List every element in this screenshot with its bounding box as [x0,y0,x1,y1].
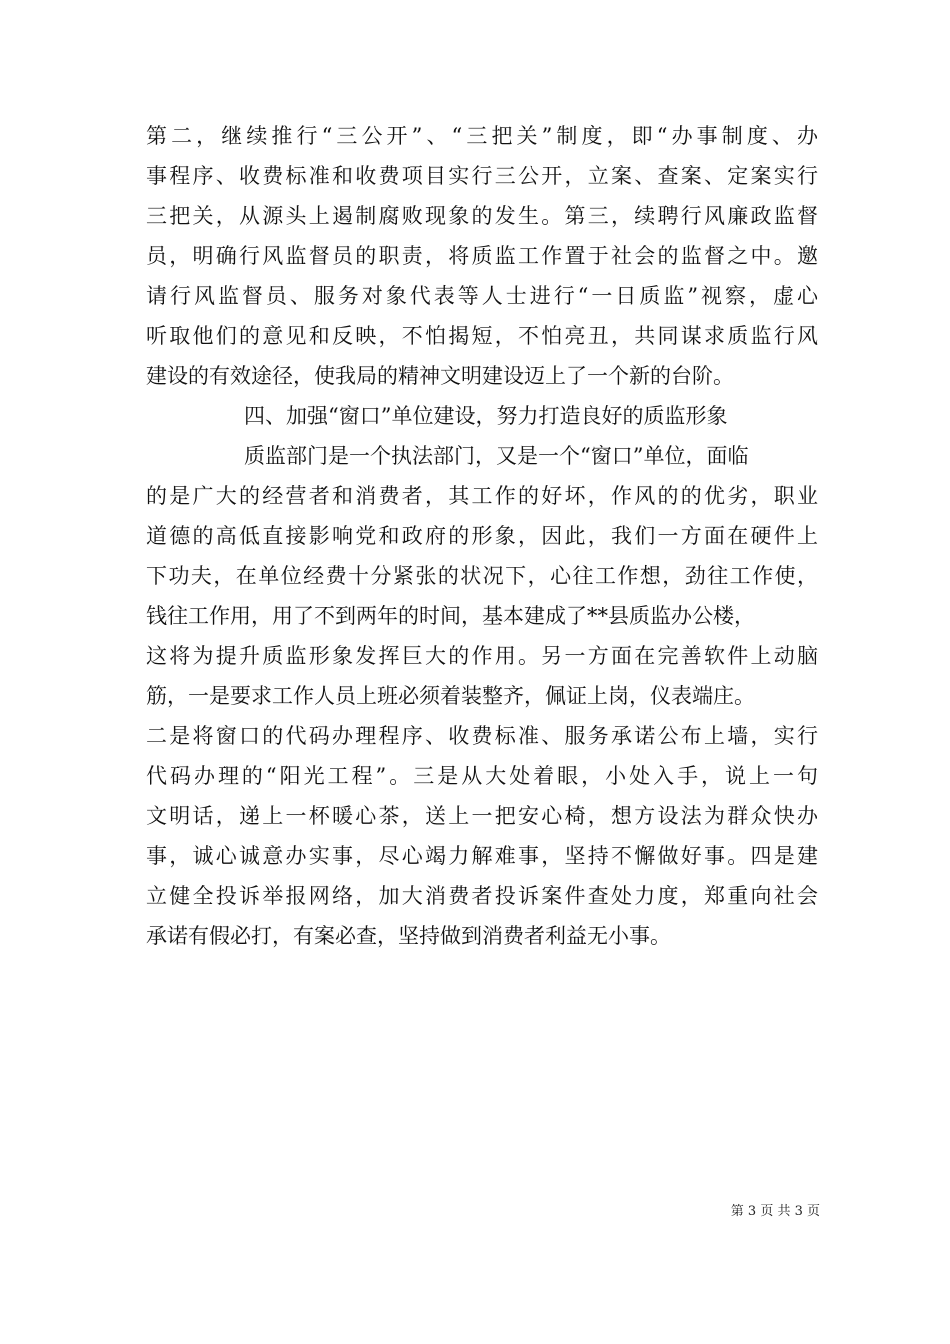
paragraph-line: 筋，一是要求工作人员上班必须着装整齐，佩证上岗，仪表端庄。 [146,684,755,708]
paragraph-line: 事，诚心诚意办实事，尽心竭力解难事，坚持不懈做好事。四是建 [146,844,818,868]
paragraph-line: 立健全投诉举报网络，加大消费者投诉案件查处力度，郑重向社会 [146,884,818,908]
text-line: 第二，继续推行“三公开”、“三把关”制度，即“办事制度、办 [146,124,818,148]
paragraph-line: 二是将窗口的代码办理程序、收费标准、服务承诺公布上墙，实行 [146,724,818,748]
text-line: 请行风监督员、服务对象代表等人士进行“一日质监”视察，虚心 [146,284,818,308]
document-body [146,116,818,956]
paragraph-line: 文明话，递上一杯暖心茶，送上一把安心椅，想方设法为群众快办 [146,804,818,828]
paragraph-line: 的是广大的经营者和消费者，其工作的好坏，作风的的优劣，职业 [146,484,818,508]
paragraph-line: 钱往工作用，用了不到两年的时间，基本建成了**县质监办公楼， [146,604,755,628]
paragraph-line: 下功夫，在单位经费十分紧张的状况下，心往工作想，劲往工作使， [146,564,818,588]
text-line: 建设的有效途径，使我局的精神文明建设迈上了一个新的台阶。 [146,364,734,388]
page-number: 第 3 页 共 3 页 [730,1204,820,1219]
paragraph-line: 道德的高低直接影响党和政府的形象，因此，我们一方面在硬件上 [146,524,818,548]
paragraph-line: 承诺有假必打，有案必查，坚持做到消费者利益无小事。 [146,924,671,948]
paragraph-line: 代码办理的“阳光工程”。三是从大处着眼，小处入手，说上一句 [146,764,818,788]
paragraph-line: 质监部门是一个执法部门，又是一个“窗口”单位，面临 [244,444,749,468]
text-line: 员，明确行风监督员的职责，将质监工作置于社会的监督之中。邀 [146,244,818,268]
text-line: 听取他们的意见和反映，不怕揭短，不怕亮丑，共同谋求质监行风 [146,324,818,348]
section-heading: 四、加强“窗口”单位建设，努力打造良好的质监形象 [244,404,728,428]
paragraph-line: 这将为提升质监形象发挥巨大的作用。另一方面在完善软件上动脑 [146,644,818,668]
text-line: 三把关，从源头上遏制腐败现象的发生。第三，续聘行风廉政监督 [146,204,818,228]
text-line: 事程序、收费标准和收费项目实行三公开，立案、查案、定案实行 [146,164,818,188]
